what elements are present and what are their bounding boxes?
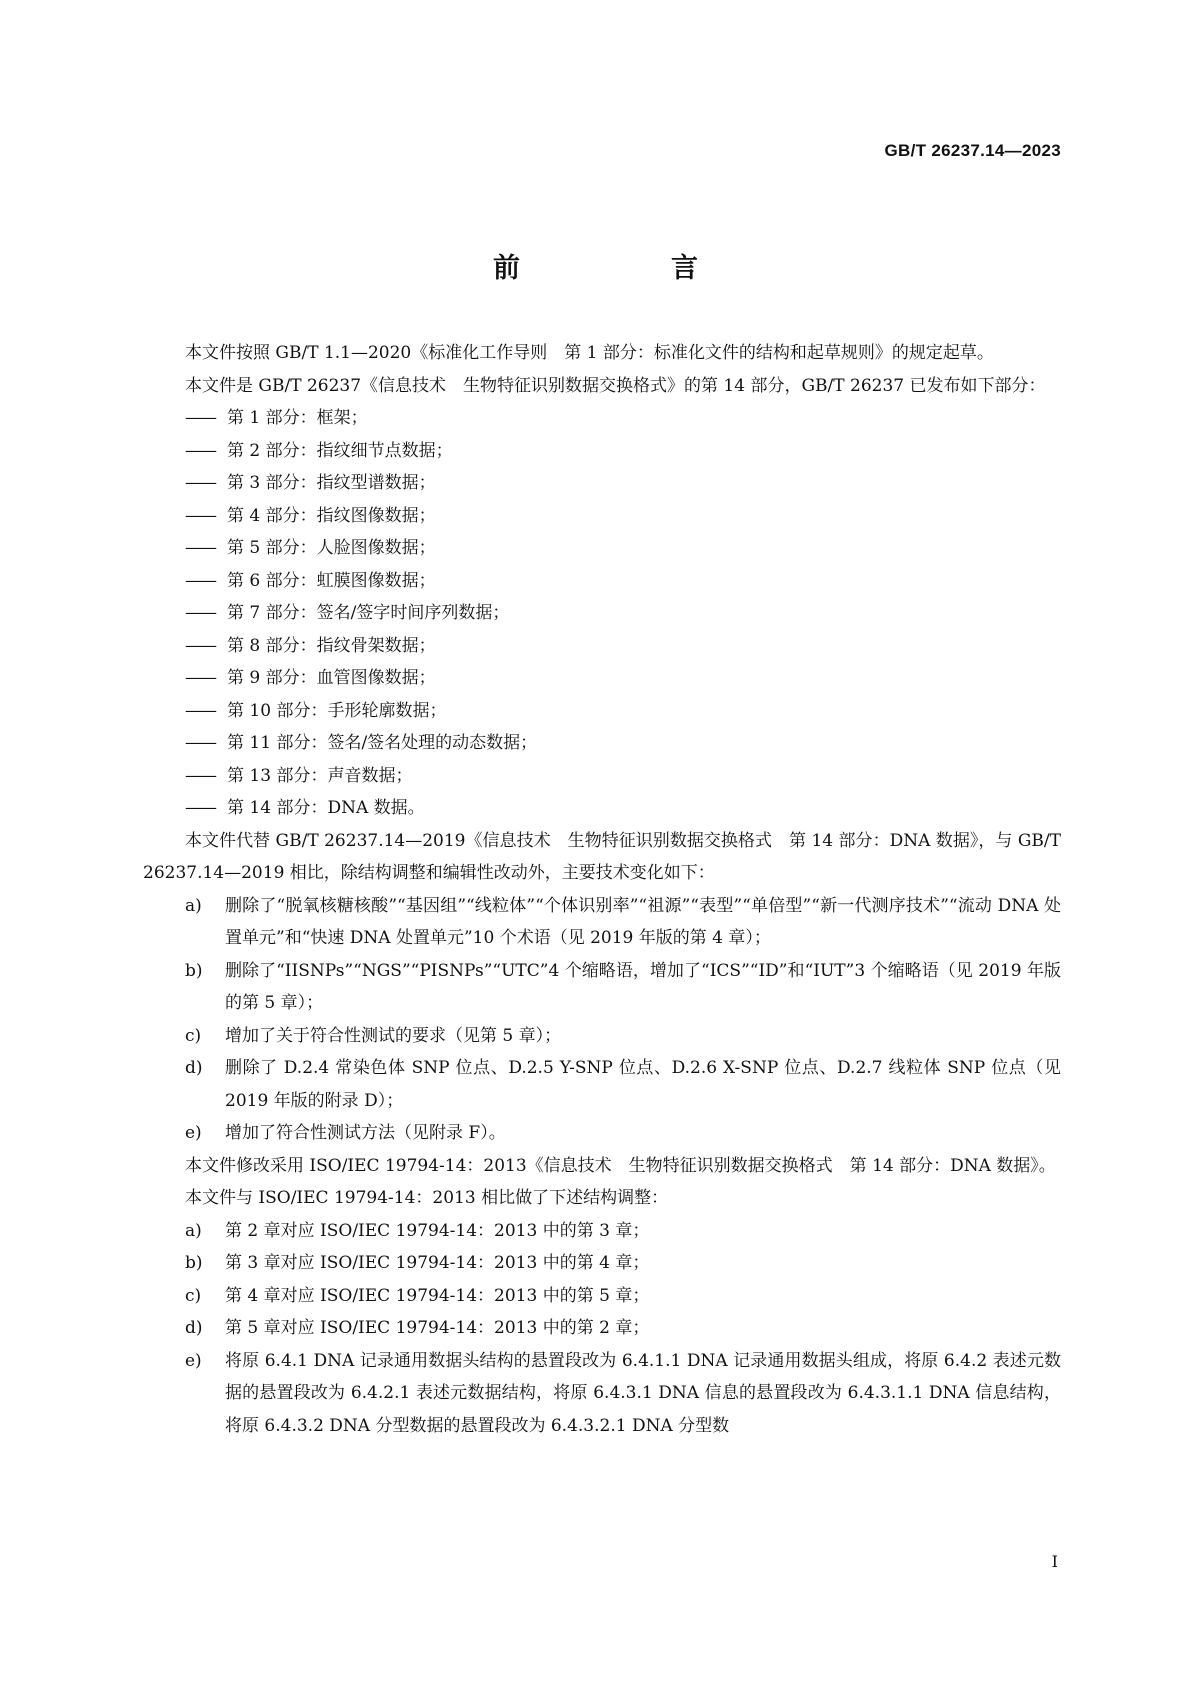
- paragraph-drafting-rules: 本文件按照 GB/T 1.1—2020《标准化工作导则 第 1 部分：标准化文件的结构和起草规则》的规定起草。: [185, 343, 994, 363]
- list-item: b) 删除了“IISNPs”“NGS”“PISNPs”“UTC”4 个缩略语，增加了“ICS”“ID”和“IUT”3 个缩略语（见 2019 年版的第 5 章）；: [185, 960, 1061, 1013]
- list-item: —— 第 11 部分：签名/签名处理的动态数据；: [185, 733, 538, 753]
- list-item: —— 第 10 部分：手形轮廓数据；: [185, 700, 447, 721]
- list-item: —— 第 7 部分：签名/签字时间序列数据；: [185, 603, 510, 623]
- list-item: d) 删除了 D.2.4 常染色体 SNP 位点、D.2.5 Y-SNP 位点、D.2.6 X-SNP 位点、D.2.7 线粒体 SNP 位点（见 2019 年版的附录 D）；: [185, 1058, 1061, 1111]
- list-item: d) 第 5 章对应 ISO/IEC 19794-14：2013 中的第 2 章；: [185, 1318, 650, 1338]
- list-item: c) 第 4 章对应 ISO/IEC 19794-14：2013 中的第 5 章；: [185, 1285, 650, 1306]
- list-item: —— 第 4 部分：指纹图像数据；: [185, 505, 436, 526]
- list-item: a) 删除了“脱氧核糖核酸”“基因组”“线粒体”“个体识别率”“祖源”“表型”“单倍型”“新一代测序技术”“流动 DNA 处置单元”和“快速 DNA 处置单元”10 个术语（见 2019 年版的第 4 章）；: [185, 895, 1061, 948]
- technical-changes-list: [143, 890, 1061, 1150]
- paragraph-series-intro: 本文件是 GB/T 26237《信息技术 生物特征识别数据交换格式》的第 14 部分，GB/T 26237 已发布如下部分：: [185, 375, 1046, 396]
- list-item: b) 第 3 章对应 ISO/IEC 19794-14：2013 中的第 4 章；: [185, 1253, 650, 1273]
- list-item: e) 增加了符合性测试方法（见附录 F）。: [185, 1123, 506, 1143]
- list-item: c) 增加了关于符合性测试的要求（见第 5 章）；: [185, 1025, 562, 1046]
- list-item: —— 第 9 部分：血管图像数据；: [185, 668, 436, 688]
- list-item: —— 第 8 部分：指纹骨架数据；: [185, 635, 436, 656]
- list-item: —— 第 14 部分：DNA 数据。: [185, 798, 425, 818]
- paragraph-adoption: 本文件修改采用 ISO/IEC 19794-14：2013《信息技术 生物特征识别数据交换格式 第 14 部分：DNA 数据》。: [185, 1155, 1056, 1176]
- list-item: —— 第 6 部分：虹膜图像数据；: [185, 570, 436, 591]
- list-item: —— 第 5 部分：人脸图像数据；: [185, 538, 436, 558]
- page-title: 前 言: [493, 253, 760, 284]
- list-item: —— 第 2 部分：指纹细节点数据；: [185, 440, 453, 461]
- list-item: a) 第 2 章对应 ISO/IEC 19794-14：2013 中的第 3 章；: [185, 1220, 650, 1241]
- structure-changes-list: [143, 1215, 1061, 1443]
- paragraph-structure-intro: 本文件与 ISO/IEC 19794-14：2013 相比做了下述结构调整：: [185, 1188, 669, 1208]
- list-item: —— 第 13 部分：声音数据；: [185, 765, 413, 786]
- list-item: —— 第 3 部分：指纹型谱数据；: [185, 473, 436, 493]
- standard-code: GB/T 26237.14—2023: [884, 141, 1061, 160]
- paragraph-replacement: 本文件代替 GB/T 26237.14—2019《信息技术 生物特征识别数据交换格式 第 14 部分：DNA 数据》，与 GB/T 26237.14—2019 相比，除结构调整和编辑性改动外，主要技术变化如下：: [143, 830, 1061, 883]
- parts-list: [143, 402, 1061, 825]
- page-number: I: [1051, 1552, 1058, 1571]
- list-item: —— 第 1 部分：框架；: [185, 408, 368, 428]
- list-item: e) 将原 6.4.1 DNA 记录通用数据头结构的悬置段改为 6.4.1.1 DNA 记录通用数据头组成，将原 6.4.2 表述元数据的悬置段改为 6.4.2.1 表述元数据结构，将原 6.4.3.1 DNA 信息的悬置段改为 6.4.3.1.1 DNA 信息结构，将原 6.4.3.2 DNA 分型数据的悬置段改为 6.4.3.2.1 DNA 分型数: [185, 1350, 1061, 1436]
- document-body: [143, 337, 1061, 1442]
